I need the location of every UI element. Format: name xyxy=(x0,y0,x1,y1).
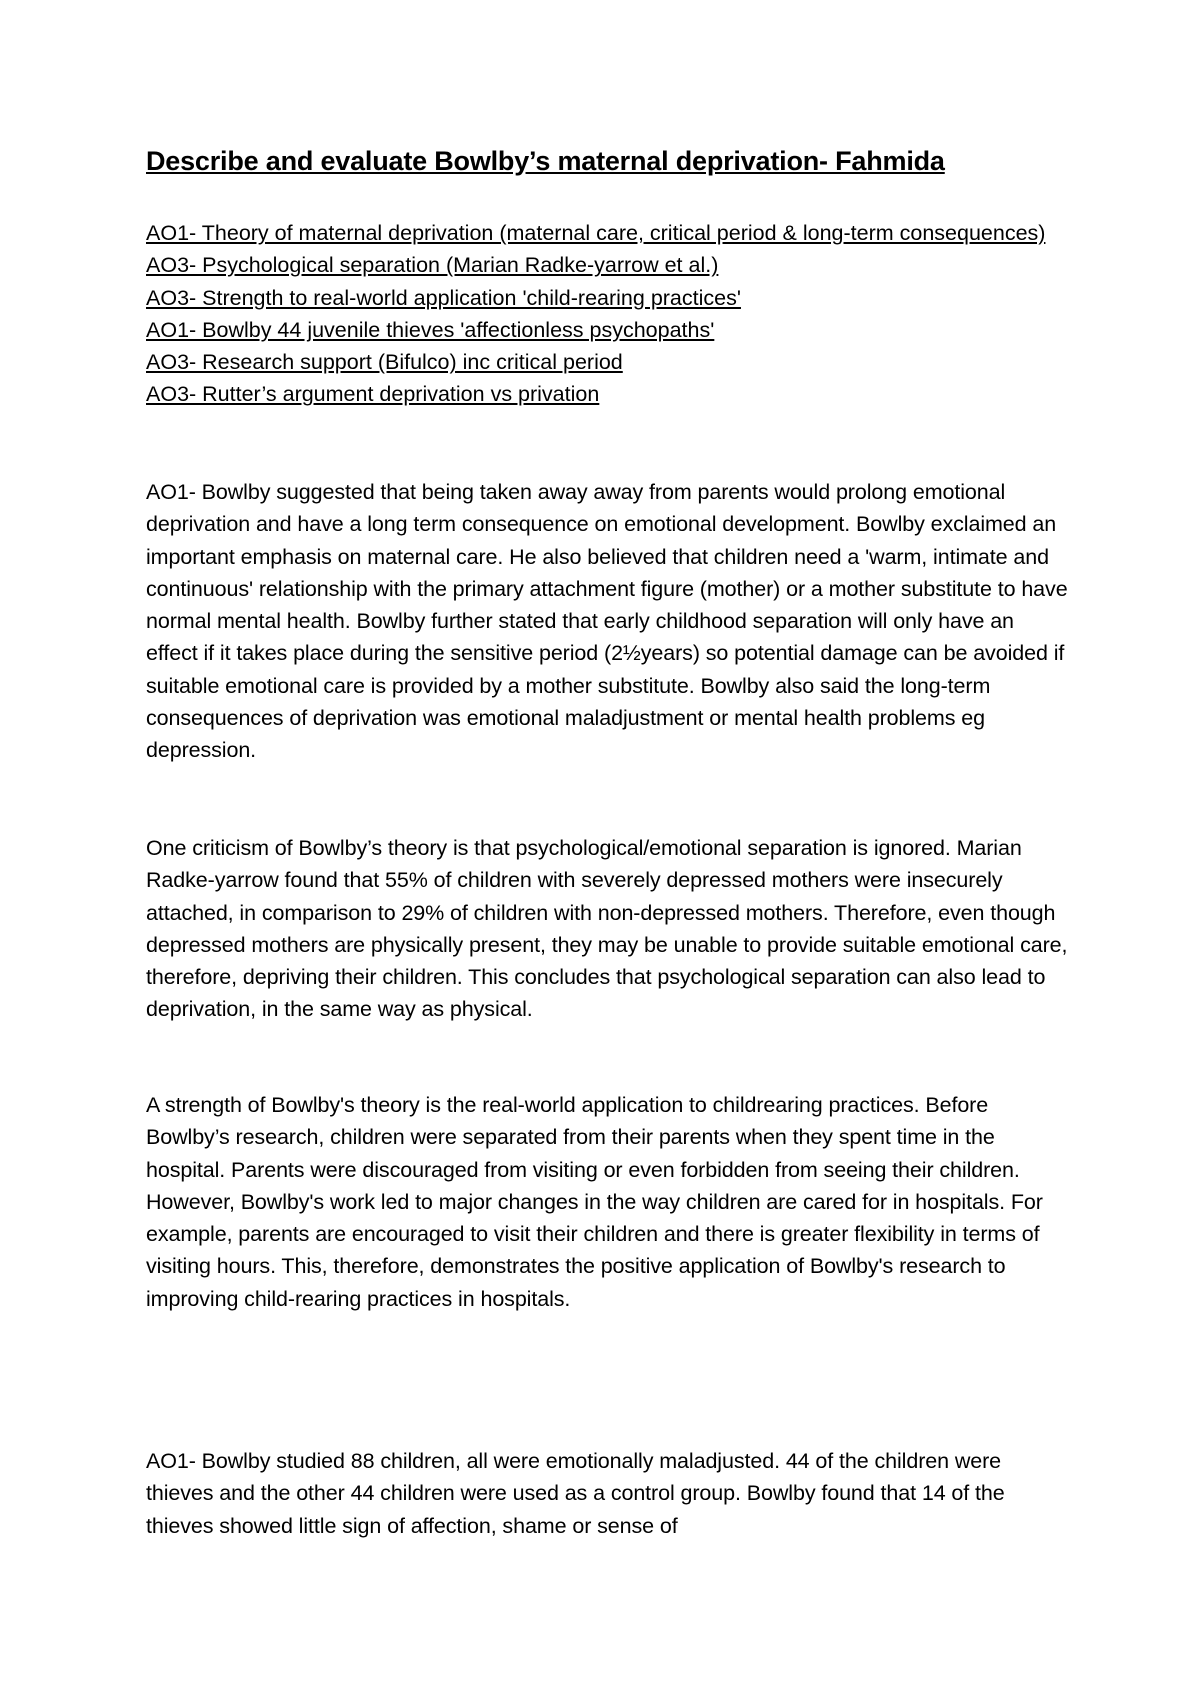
outline-item: AO3- Strength to real-world application 'child-rearing practices' xyxy=(146,285,741,310)
outline-item: AO3- Rutter’s argument deprivation vs privation xyxy=(146,382,600,407)
paragraph-ao1-theory: AO1- Bowlby suggested that being taken away away from parents would prolong emotional deprivation and have a long term consequence on emotional development. Bowlby exclaimed an important emphasis on maternal care. He also believed that children need a 'warm, intimate and continuous' relationship with the primary attachment figure (mother) or a mother substitute to have normal mental health. Bowlby further stated that early childhood separation will only have an effect if it takes place during the sensitive period (2½years) so potential damage can be avoided if suitable emotional care is provided by a mother substitute. Bowlby also said the long-term consequences of deprivation was emotional maladjustment or mental health problems eg depression. xyxy=(146,480,1068,763)
outline-item: AO1- Bowlby 44 juvenile thieves 'affectionless psychopaths' xyxy=(146,317,715,342)
outline-item: AO1- Theory of maternal deprivation (maternal care, critical period & long-term consequences) xyxy=(146,221,1046,245)
essay-outline xyxy=(146,217,1045,411)
document-title: Describe and evaluate Bowlby’s maternal deprivation- Fahmida xyxy=(146,146,945,176)
paragraph-ao3-real-world-application: A strength of Bowlby's theory is the real-world application to childrearing practices. Before Bowlby’s research, children were separated from their parents when they spent time in the hospital. Parents were discouraged from visiting or even forbidden from seeing their children. However, Bowlby's work led to major changes in the way children are cared for in hospitals. For example, parents are encouraged to visit their children and there is greater flexibility in terms of visiting hours. This, therefore, demonstrates the positive application of Bowlby's research to improving child-rearing practices in hospitals. xyxy=(146,1093,1043,1311)
outline-item: AO3- Research support (Bifulco) inc critical period xyxy=(146,350,623,375)
outline-item: AO3- Psychological separation (Marian Radke-yarrow et al.) xyxy=(146,253,719,278)
paragraph-ao1-juvenile-thieves: AO1- Bowlby studied 88 children, all were emotionally maladjusted. 44 of the children were thieves and the other 44 children were used as a control group. Bowlby found that 14 of the thieves showed little sign of affection, shame or sense of xyxy=(146,1449,1005,1538)
paragraph-ao3-psychological-separation: One criticism of Bowlby’s theory is that psychological/emotional separation is ignored. Marian Radke-yarrow found that 55% of children with severely depressed mothers were insecurely attached, in comparison to 29% of children with non-depressed mothers. Therefore, even though depressed mothers are physically present, they may be unable to provide suitable emotional care, therefore, depriving their children. This concludes that psychological separation can also lead to deprivation, in the same way as physical. xyxy=(146,836,1068,1022)
